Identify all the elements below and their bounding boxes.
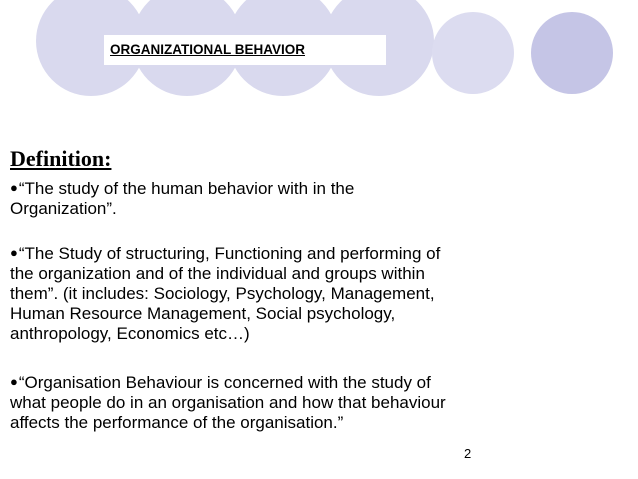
page-number: 2	[464, 446, 472, 461]
bullet-line: Human Resource Management, Social psychology,	[10, 304, 396, 323]
bullet-item	[10, 178, 570, 219]
bullet-icon: ●	[10, 180, 18, 195]
decor-circle	[432, 12, 514, 94]
bullet-line: the organization and of the individual and groups within	[10, 264, 425, 283]
bullet-icon: ●	[10, 245, 18, 260]
bullet-item	[10, 243, 570, 344]
decor-circle	[531, 12, 613, 94]
definition-heading: Definition:	[10, 146, 112, 171]
bullet-line: them”. (it includes: Sociology, Psychology, Management,	[10, 284, 435, 303]
bullet-item	[10, 372, 570, 433]
bullet-line: “The study of the human behavior with in the	[18, 179, 355, 198]
bullet-line: anthropology, Economics etc…)	[10, 324, 250, 343]
bullet-line: Organization”.	[10, 199, 117, 218]
slide-title: ORGANIZATIONAL BEHAVIOR	[110, 42, 305, 57]
bullet-line: “Organisation Behaviour is concerned with the study of	[18, 373, 431, 392]
bullet-line: affects the performance of the organisation.”	[10, 413, 344, 432]
bullet-line: what people do in an organisation and how that behaviour	[10, 393, 446, 412]
bullet-icon: ●	[10, 374, 18, 389]
bullet-line: “The Study of structuring, Functioning and performing of	[18, 244, 441, 263]
